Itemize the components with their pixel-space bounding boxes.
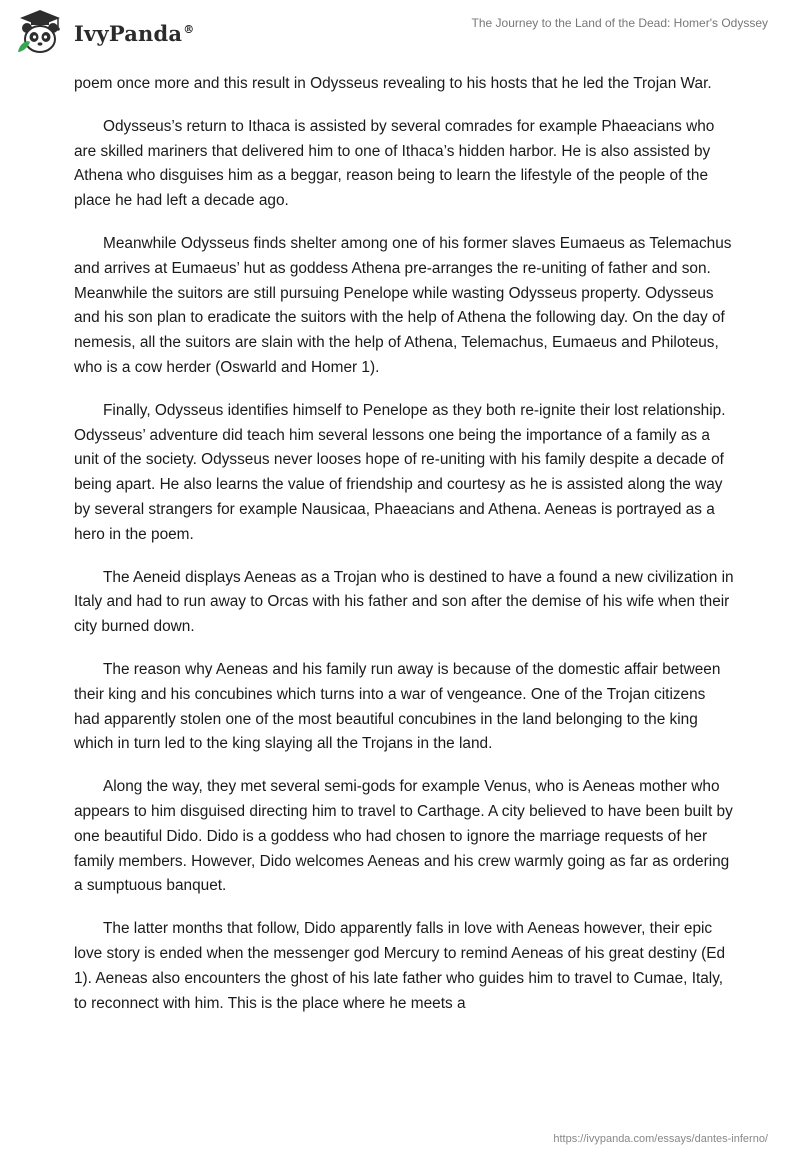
paragraph: Along the way, they met several semi-gods for example Venus, who is Aeneas mother who appears to him disguised directing him to travel to Carthage. A city believed to have been built by one beautiful Dido. Dido is a goddess who had chosen to ignore the marriage requests of her family members. However, Dido welcomes Aeneas and his crew warmly going as far as ordering a sumptuous banquet. xyxy=(74,778,733,895)
panda-graduate-icon xyxy=(14,8,66,56)
paragraph: The Aeneid displays Aeneas as a Trojan who is destined to have a found a new civilization in Italy and had to run away to Orcas with his father and son after the demise of his wife when their city burned down. xyxy=(74,568,734,636)
paragraph: The reason why Aeneas and his family run away is because of the domestic affair between their king and his concubines which turns into a war of vengeance. One of the Trojan citizens had apparently stolen one of the most beautiful concubines in the land belonging to the king which in turn led to the king slaying all the Trojans in the land. xyxy=(74,660,721,753)
document-title: The Journey to the Land of the Dead: Homer's Odyssey xyxy=(471,16,768,30)
source-url-link[interactable]: https://ivypanda.com/essays/dantes-inferno/ xyxy=(553,1133,768,1145)
paragraph-continuation: poem once more and this result in Odysseus revealing to his hosts that he led the Trojan War. xyxy=(74,75,712,92)
paragraph: Finally, Odysseus identifies himself to Penelope as they both re-ignite their lost relationship. Odysseus’ adventure did teach him several lessons one being the importance of a family as a unit of the society. Odysseus never looses hope of re-uniting with his family despite a decade of being apart. He also learns the value of friendship and courtesy as he is assisted along the way by several strangers for example Nausicaa, Phaeacians and Athena. Aeneas is portrayed as a hero in the poem. xyxy=(74,401,726,543)
paragraph: Meanwhile Odysseus finds shelter among one of his former slaves Eumaeus as Telemachus and arrives at Eumaeus’ hut as goddess Athena pre-arranges the re-uniting of father and son. Meanwhile the suitors are still pursuing Penelope while wasting Odysseus property. Odysseus and his son plan to eradicate the suitors with the help of Athena the following day. On the day of nemesis, all the suitors are slain with the help of Athena, Telemachus, Eumaeus and Philoteus, who is a cow herder (Oswarld and Homer 1). xyxy=(74,234,732,376)
paragraph: Odysseus’s return to Ithaca is assisted by several comrades for example Phaeacians who are skilled mariners that delivered him to one of Ithaca’s hidden harbor. He is also assisted by Athena who disguises him as a beggar, reason being to learn the lifestyle of the people of the place he had left a decade ago. xyxy=(74,117,715,210)
paragraph: The latter months that follow, Dido apparently falls in love with Aeneas however, their epic love story is ended when the messenger god Mercury to remind Aeneas of his great destiny (Ed 1). Aeneas also encounters the ghost of his late father who guides him to travel to Cumae, Italy, to reconnect with him. This is the place where he meets a xyxy=(74,920,726,1012)
ivypanda-logo[interactable] xyxy=(14,8,194,56)
essay-body xyxy=(74,72,734,1034)
page-header xyxy=(0,0,800,70)
brand-name: IvyPanda® xyxy=(74,20,195,46)
